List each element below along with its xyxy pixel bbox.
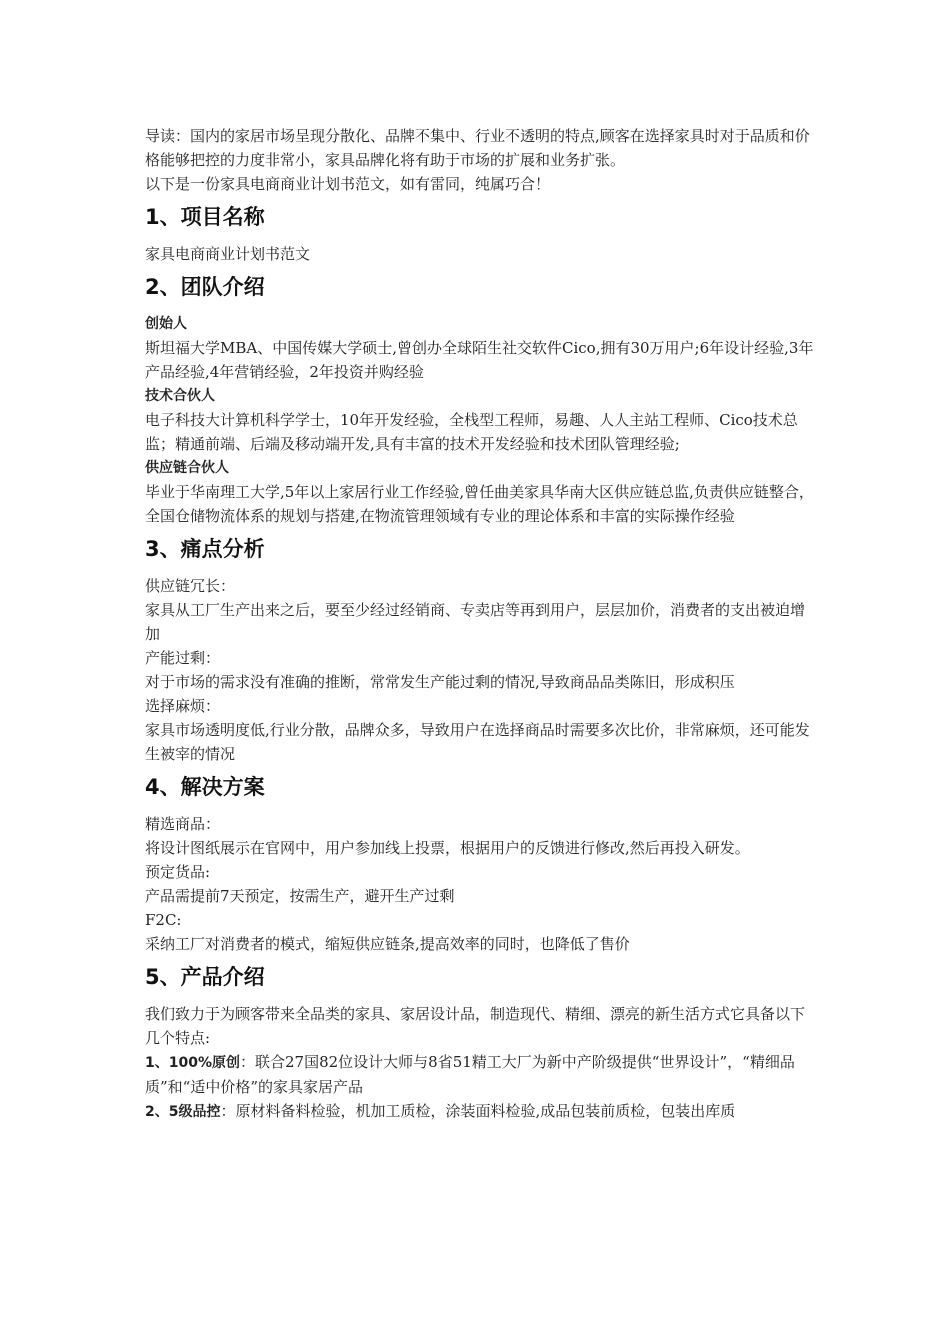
feature-label: 2、5级品控 [145, 1104, 221, 1120]
feature-item [145, 1050, 817, 1099]
paragraph: 我们致力于为顾客带来全品类的家具、家居设计品，制造现代、精细、漂亮的新生活方式它具备以下几个特点: [145, 1005, 806, 1047]
subheading-founder: 创始人 [145, 316, 187, 332]
section-product [145, 962, 817, 1124]
section-heading: 5、产品介绍 [145, 965, 265, 989]
paragraph: 产品需提前7天预定，按需生产，避开生产过剩 [145, 887, 455, 905]
paragraph: 家具市场透明度低,行业分散，品牌众多，导致用户在选择商品时需要多次比价，非常麻烦，还可能发生被宰的情况 [145, 721, 810, 763]
section-team [145, 272, 817, 528]
paragraph: 家具电商商业计划书范文 [145, 245, 311, 263]
section-heading: 1、项目名称 [145, 205, 265, 229]
paragraph: 将设计图纸展示在官网中，用户参加线上投票，根据用户的反馈进行修改,然后再投入研发。 [145, 839, 750, 857]
paragraph: 采纳工厂对消费者的模式，缩短供应链条,提高效率的同时，也降低了售价 [145, 935, 630, 953]
feature-label: 1、100%原创 [145, 1055, 240, 1071]
intro-lead: 导读：国内的家居市场呈现分散化、品牌不集中、行业不透明的特点,顾客在选择家具时对于品质和价格能够把控的力度非常小，家具品牌化将有助于市场的扩展和业务扩张。 [145, 127, 810, 169]
paragraph: F2C: [145, 911, 182, 929]
feature-text: ：联合27国82位设计大师与8省51精工大厂为新中产阶级提供“世界设计”，“精细品质”和“适中价格”的家具家居产品 [145, 1053, 795, 1096]
section-heading: 3、痛点分析 [145, 537, 265, 561]
section-project-name [145, 202, 817, 266]
document-content [145, 124, 817, 1128]
paragraph: 精选商品： [145, 815, 221, 833]
subheading-supply-partner: 供应链合伙人 [145, 460, 229, 476]
paragraph: 供应链冗长： [145, 577, 236, 595]
subheading-tech-partner: 技术合伙人 [145, 388, 215, 404]
paragraph: 电子科技大计算机科学学士，10年开发经验，全栈型工程师，易趣、人人主站工程师、Cico技术总监；精通前端、后端及移动端开发,具有丰富的技术开发经验和技术团队管理经验; [145, 411, 798, 453]
paragraph: 家具从工厂生产出来之后，要至少经过经销商、专卖店等再到用户，层层加价，消费者的支出被迫增加 [145, 601, 806, 643]
paragraph: 斯坦福大学MBA、中国传媒大学硕士,曾创办全球陌生社交软件Cico,拥有30万用户;6年设计经验,3年产品经验,4年营销经验，2年投资并购经验 [145, 339, 814, 381]
feature-item [145, 1099, 817, 1124]
paragraph: 产能过剩： [145, 649, 221, 667]
feature-text: ：原材料备料检验，机加工质检，涂装面料检验,成品包装前质检，包装出库质 [220, 1102, 736, 1120]
paragraph: 选择麻烦： [145, 697, 221, 715]
section-solution [145, 772, 817, 956]
paragraph: 对于市场的需求没有准确的推断，常常发生产能过剩的情况,导致商品品类陈旧，形成积压 [145, 673, 735, 691]
paragraph: 预定货品: [145, 863, 211, 881]
section-heading: 4、解决方案 [145, 775, 265, 799]
section-heading: 2、团队介绍 [145, 275, 265, 299]
section-pain-points [145, 534, 817, 766]
intro-note: 以下是一份家具电商商业计划书范文，如有雷同，纯属巧合！ [145, 175, 551, 193]
intro [145, 124, 817, 196]
paragraph: 毕业于华南理工大学,5年以上家居行业工作经验,曾任曲美家具华南大区供应链总监,负责供应链整合，全国仓储物流体系的规划与搭建,在物流管理领域有专业的理论体系和丰富的实际操作经验 [145, 483, 814, 525]
